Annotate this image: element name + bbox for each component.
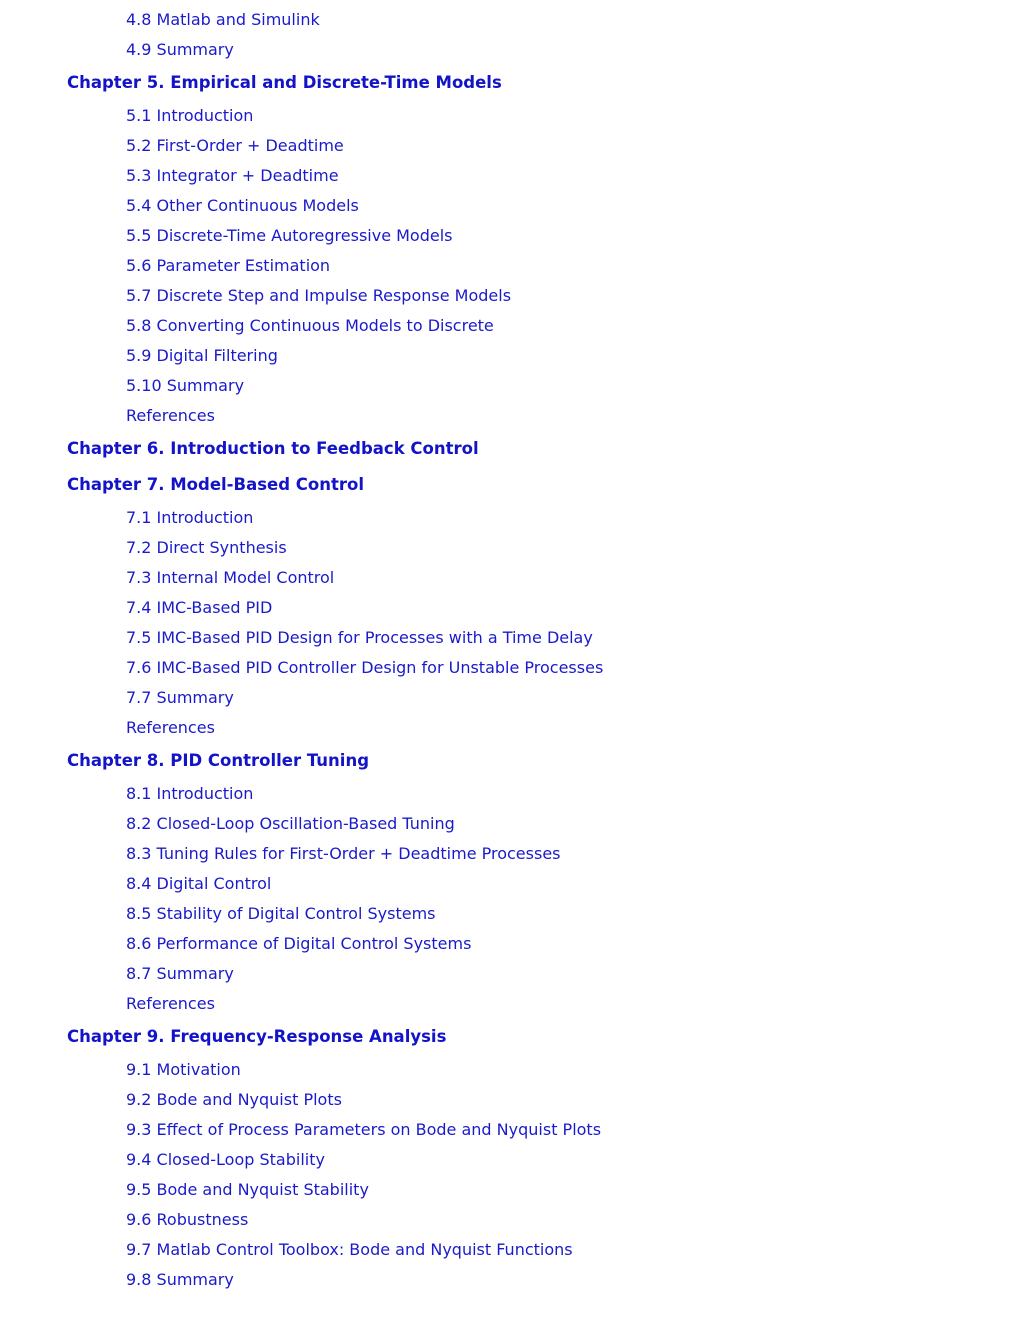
toc-section-link[interactable]: 8.4 Digital Control	[126, 874, 272, 893]
toc-section-link[interactable]: 9.3 Effect of Process Parameters on Bode and Nyquist Plots	[126, 1120, 602, 1139]
toc-section-link[interactable]: 5.5 Discrete-Time Autoregressive Models	[126, 226, 453, 245]
toc-section-link[interactable]: 4.9 Summary	[126, 40, 234, 59]
toc-section-link[interactable]: 5.6 Parameter Estimation	[126, 256, 331, 275]
toc-chapter-link[interactable]: Chapter 9. Frequency-Response Analysis	[67, 1027, 447, 1046]
toc-section-link[interactable]: 8.2 Closed-Loop Oscillation-Based Tuning	[126, 814, 455, 833]
toc-section-link[interactable]: 9.8 Summary	[126, 1270, 234, 1289]
toc-section-link[interactable]: 7.1 Introduction	[126, 508, 254, 527]
toc-section-link[interactable]: 9.4 Closed-Loop Stability	[126, 1150, 325, 1169]
toc-section-link[interactable]: References	[126, 994, 215, 1013]
toc-section-link[interactable]: 7.4 IMC-Based PID	[126, 598, 273, 617]
toc-section-link[interactable]: 8.7 Summary	[126, 964, 234, 983]
toc-section-link[interactable]: 5.10 Summary	[126, 376, 245, 395]
toc-section-link[interactable]: References	[126, 406, 215, 425]
toc-section-link[interactable]: 8.5 Stability of Digital Control Systems	[126, 904, 436, 923]
toc-section-link[interactable]: 9.2 Bode and Nyquist Plots	[126, 1090, 342, 1109]
toc-section-link[interactable]: 7.5 IMC-Based PID Design for Processes with a Time Delay	[126, 628, 593, 647]
toc-section-link[interactable]: 5.2 First-Order + Deadtime	[126, 136, 344, 155]
toc-section-link[interactable]: 8.6 Performance of Digital Control Systems	[126, 934, 472, 953]
toc-chapter-link[interactable]: Chapter 7. Model-Based Control	[67, 475, 364, 494]
toc-section-link[interactable]: 4.8 Matlab and Simulink	[126, 10, 320, 29]
toc-chapter-link[interactable]: Chapter 8. PID Controller Tuning	[67, 751, 370, 770]
toc-chapter-link[interactable]: Chapter 6. Introduction to Feedback Control	[67, 439, 479, 458]
toc-section-link[interactable]: 5.8 Converting Continuous Models to Discrete	[126, 316, 494, 335]
toc-section-link[interactable]: 5.3 Integrator + Deadtime	[126, 166, 339, 185]
toc-section-link[interactable]: 5.7 Discrete Step and Impulse Response Models	[126, 286, 512, 305]
toc-chapter-link[interactable]: Chapter 5. Empirical and Discrete-Time Models	[67, 73, 502, 92]
toc-section-link[interactable]: 8.1 Introduction	[126, 784, 254, 803]
toc-section-link[interactable]: 5.1 Introduction	[126, 106, 254, 125]
toc-section-link[interactable]: 7.3 Internal Model Control	[126, 568, 335, 587]
toc-section-link[interactable]: 5.4 Other Continuous Models	[126, 196, 359, 215]
toc-section-link[interactable]: 5.9 Digital Filtering	[126, 346, 278, 365]
toc-section-link[interactable]: 8.3 Tuning Rules for First-Order + Deadtime Processes	[126, 844, 561, 863]
toc-section-link[interactable]: 7.2 Direct Synthesis	[126, 538, 287, 557]
table-of-contents	[0, 5, 1020, 1295]
toc-section-link[interactable]: 7.7 Summary	[126, 688, 234, 707]
toc-section-link[interactable]: References	[126, 718, 215, 737]
toc-section-link[interactable]: 9.5 Bode and Nyquist Stability	[126, 1180, 369, 1199]
toc-section-link[interactable]: 9.6 Robustness	[126, 1210, 249, 1229]
toc-section-link[interactable]: 7.6 IMC-Based PID Controller Design for Unstable Processes	[126, 658, 604, 677]
toc-section-link[interactable]: 9.1 Motivation	[126, 1060, 241, 1079]
toc-section-link[interactable]: 9.7 Matlab Control Toolbox: Bode and Nyquist Functions	[126, 1240, 573, 1259]
